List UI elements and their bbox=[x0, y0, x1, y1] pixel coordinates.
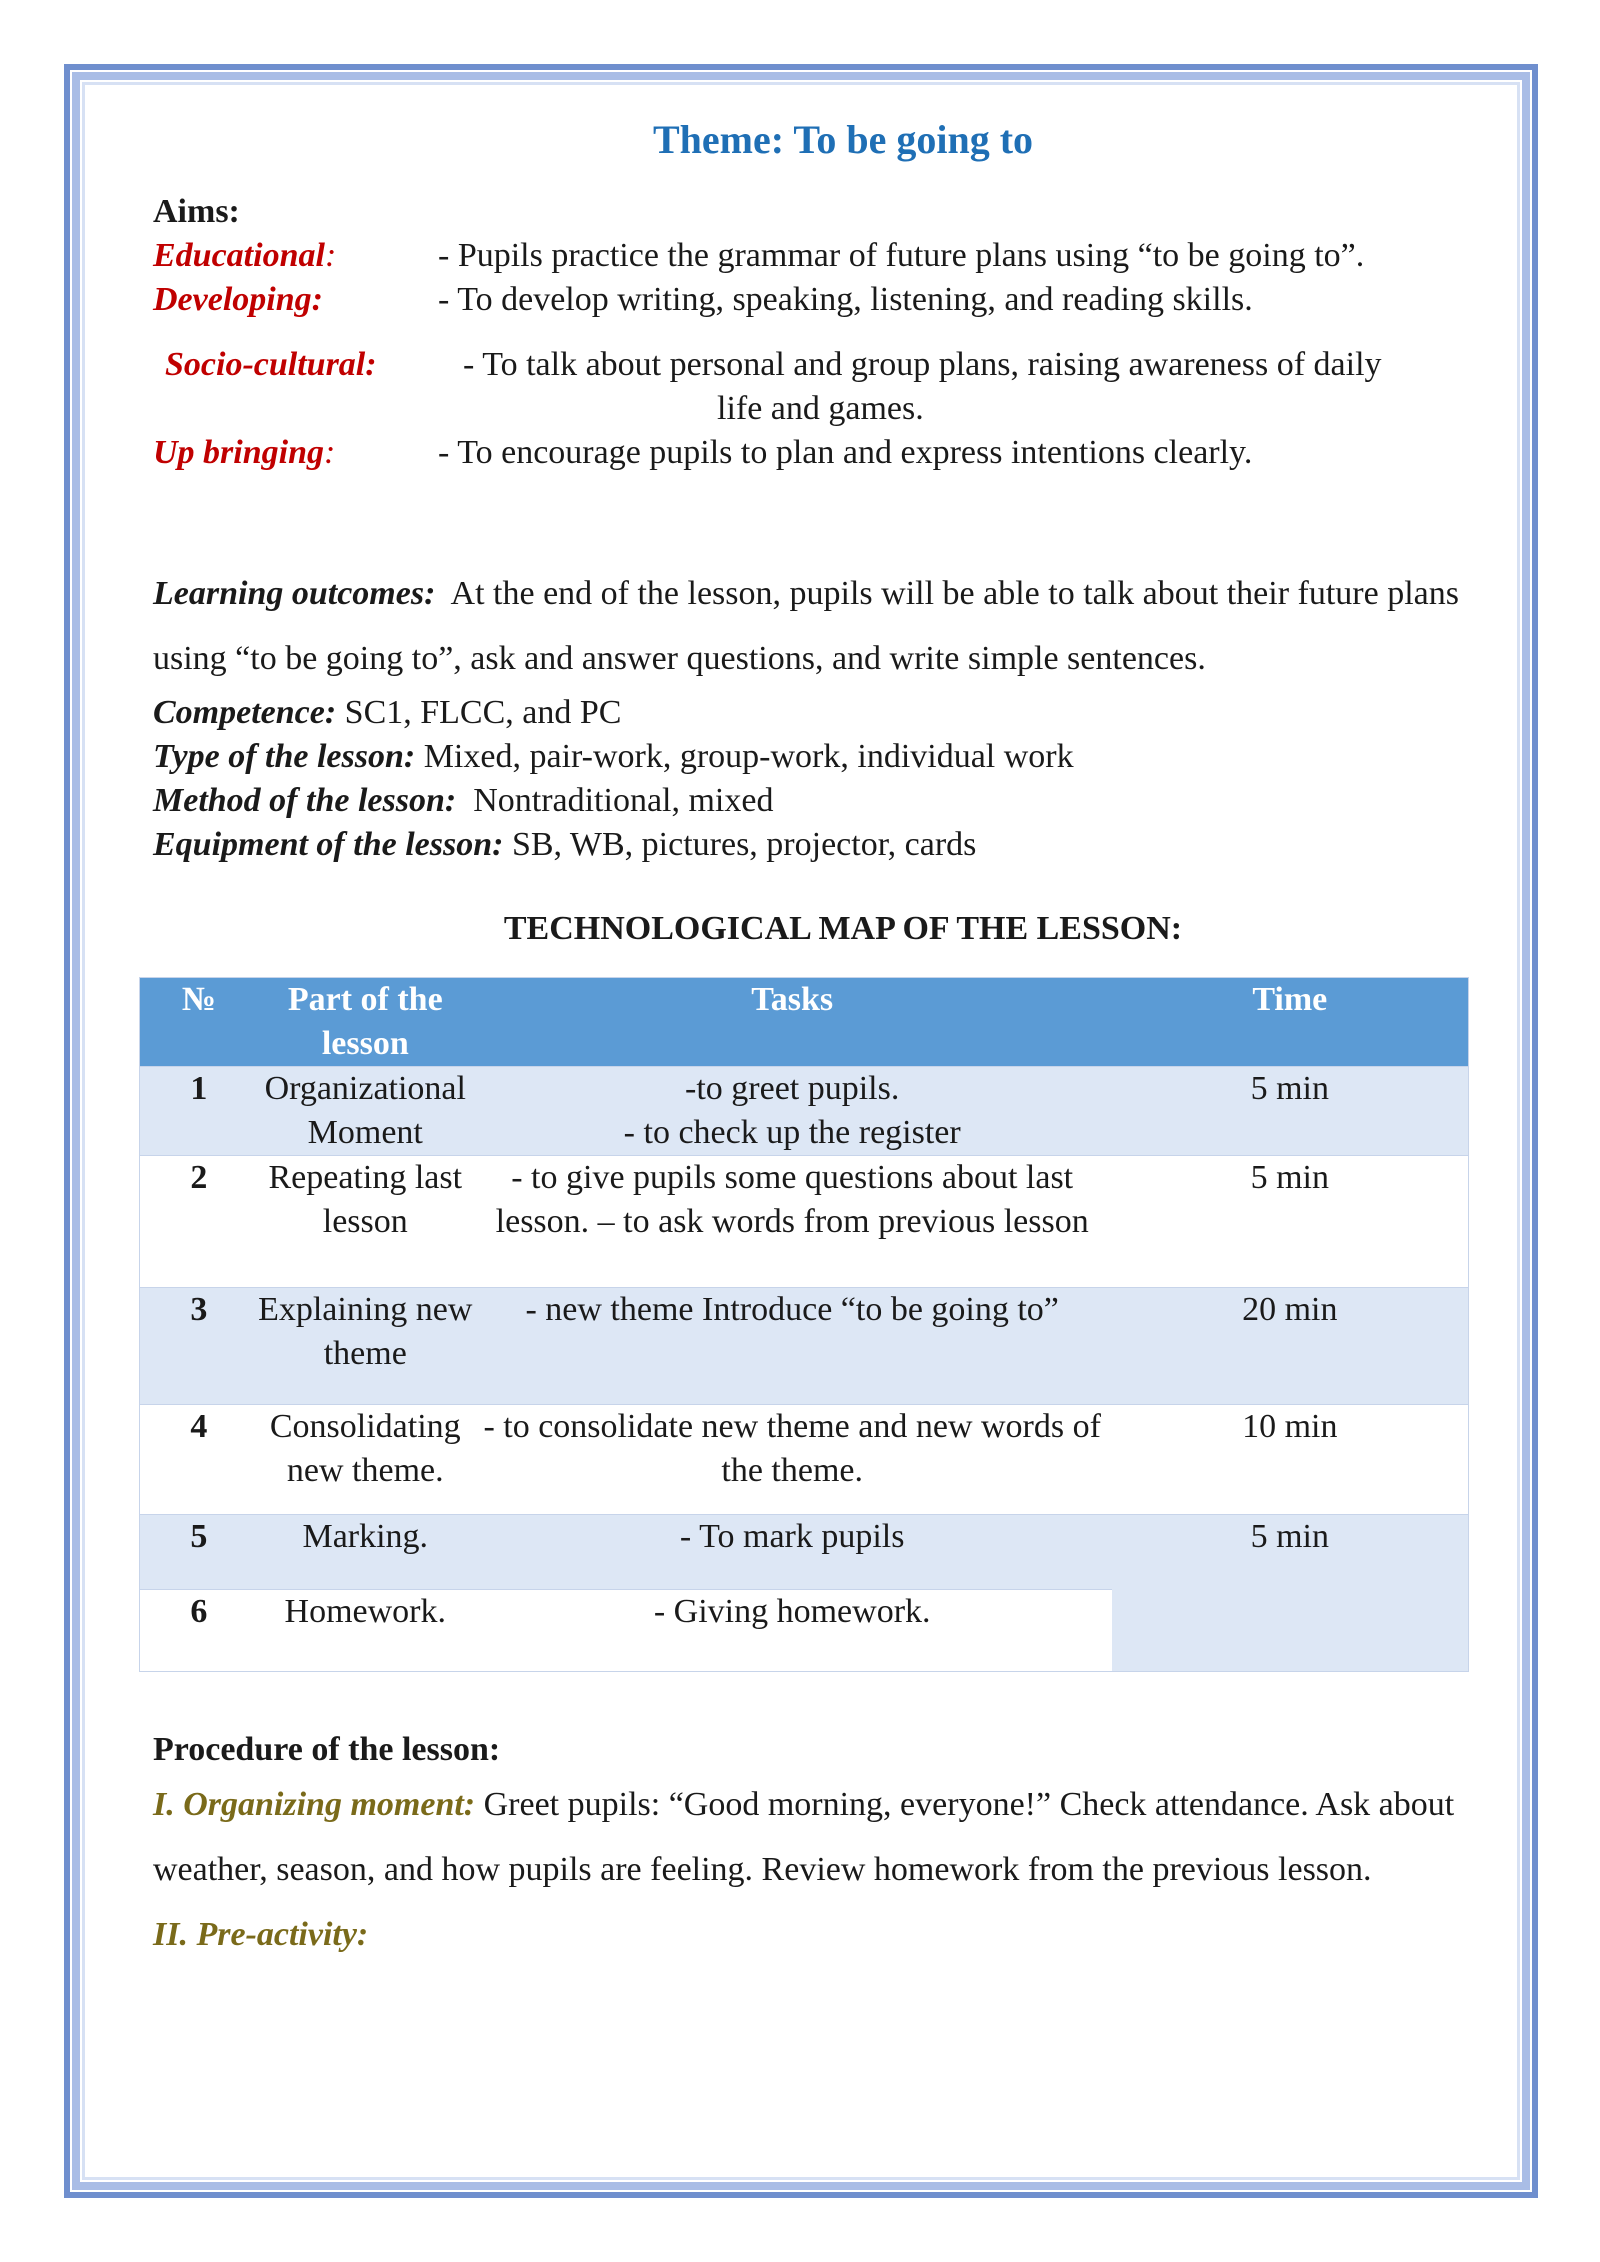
table-header-row bbox=[140, 978, 1469, 1067]
aims-section bbox=[153, 190, 1483, 475]
row-tasks: - to consolidate new theme and new words of the theme. bbox=[473, 1405, 1112, 1515]
map-title: TECHNOLOGICAL MAP OF THE LESSON: bbox=[503, 910, 1183, 947]
row-time: 5 min bbox=[1112, 1515, 1469, 1672]
learning-outcomes-text: At the end of the lesson, pupils will be able to talk about their future plans using “to be going to”, ask and answer questions, and write simple sentences. bbox=[153, 575, 1459, 677]
row-part: Homework. bbox=[258, 1590, 473, 1672]
row-tasks: - new theme Introduce “to be going to” bbox=[473, 1288, 1112, 1405]
table-row bbox=[140, 1515, 1469, 1590]
table-row bbox=[140, 1288, 1469, 1405]
col-header-tasks: Tasks bbox=[473, 978, 1112, 1067]
lesson-details bbox=[153, 691, 1483, 867]
aim-text: - To encourage pupils to plan and express intentions clearly. bbox=[438, 434, 1253, 471]
row-number: 5 bbox=[140, 1515, 258, 1590]
procedure-section bbox=[153, 1728, 1483, 1967]
step-label: I. Organizing moment: bbox=[153, 1786, 476, 1823]
aim-label: Up bringing bbox=[153, 434, 324, 471]
col-header-number: № bbox=[140, 978, 258, 1067]
aims-heading: Aims: bbox=[153, 193, 240, 230]
row-part: Explaining new theme bbox=[258, 1288, 473, 1405]
row-time: 5 min bbox=[1112, 1067, 1469, 1156]
col-header-part: Part of the lesson bbox=[258, 978, 473, 1067]
aim-text: - To develop writing, speaking, listening, and reading skills. bbox=[438, 281, 1253, 318]
aim-label: Developing: bbox=[153, 281, 323, 318]
aim-text: - Pupils practice the grammar of future plans using “to be going to”. bbox=[438, 237, 1365, 274]
row-part: Repeating last lesson bbox=[258, 1156, 473, 1288]
row-number: 2 bbox=[140, 1156, 258, 1288]
row-part: Consolidating new theme. bbox=[258, 1405, 473, 1515]
aim-label: Educational bbox=[153, 237, 325, 274]
row-part: Organizational Moment bbox=[258, 1067, 473, 1156]
row-time: 10 min bbox=[1112, 1405, 1469, 1515]
aim-upbringing: Up bringing: - To encourage pupils to plan and express intentions clearly. bbox=[153, 431, 1483, 475]
page-title: Theme: To be going to bbox=[652, 117, 1034, 162]
lesson-map-table bbox=[139, 977, 1469, 1672]
row-number: 3 bbox=[140, 1288, 258, 1405]
row-number: 1 bbox=[140, 1067, 258, 1156]
aim-text-continued: life and games. bbox=[717, 390, 924, 427]
detail-competence: Competence: SC1, FLCC, and PC bbox=[153, 694, 622, 731]
procedure-step-1 bbox=[153, 1772, 1483, 1902]
row-tasks: - Giving homework. bbox=[473, 1590, 1112, 1672]
table-row bbox=[140, 1156, 1469, 1288]
aim-educational: Educational: - Pupils practice the grammar of future plans using “to be going to”. bbox=[153, 234, 1483, 278]
detail-type: Type of the lesson: Mixed, pair-work, group-work, individual work bbox=[153, 738, 1074, 775]
row-time: 20 min bbox=[1112, 1288, 1469, 1405]
row-tasks: - to give pupils some questions about last lesson. – to ask words from previous lesson bbox=[473, 1156, 1112, 1288]
aim-developing bbox=[153, 278, 1483, 322]
row-number: 6 bbox=[140, 1590, 258, 1672]
aim-label: Socio-cultural: bbox=[165, 346, 377, 383]
col-header-time: Time bbox=[1112, 978, 1469, 1067]
row-part: Marking. bbox=[258, 1515, 473, 1590]
row-time: 5 min bbox=[1112, 1156, 1469, 1288]
aim-socio-cultural bbox=[153, 343, 1483, 431]
table-row bbox=[140, 1405, 1469, 1515]
row-number: 4 bbox=[140, 1405, 258, 1515]
procedure-heading: Procedure of the lesson: bbox=[153, 1731, 501, 1768]
row-tasks: - To mark pupils bbox=[473, 1515, 1112, 1590]
document-body bbox=[153, 110, 1483, 1967]
procedure-step-2 bbox=[153, 1902, 1483, 1967]
detail-method: Method of the lesson: Nontraditional, mixed bbox=[153, 782, 774, 819]
aim-text: - To talk about personal and group plans, raising awareness of daily bbox=[463, 346, 1382, 383]
learning-outcomes bbox=[153, 561, 1483, 691]
table-row bbox=[140, 1067, 1469, 1156]
step-text: Greet pupils: “Good morning, everyone!” Check attendance. Ask about weather, season, and how pupils are feeling. Review homework from the previous lesson. bbox=[153, 1786, 1455, 1888]
detail-equipment: Equipment of the lesson: SB, WB, pictures, projector, cards bbox=[153, 826, 977, 863]
learning-outcomes-label: Learning outcomes: bbox=[153, 575, 436, 612]
step-label: II. Pre-activity: bbox=[153, 1916, 369, 1953]
row-tasks: -to greet pupils. - to check up the register bbox=[473, 1067, 1112, 1156]
